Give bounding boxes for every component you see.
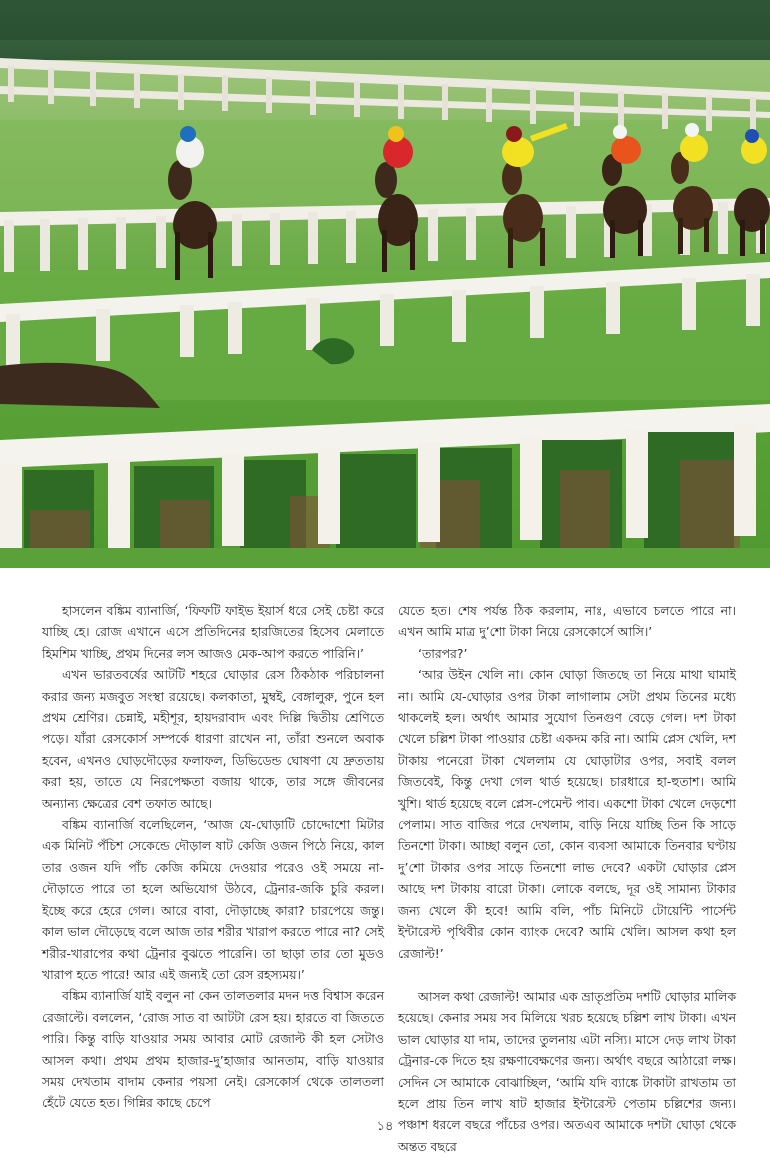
left-text-column xyxy=(42,600,384,1114)
paragraph: ‘তারপর?’ xyxy=(418,645,468,661)
paragraph: যেতে হত। শেষ পর্যন্ত ঠিক করলাম, নাঃ, এভাবে চলতে পারে না। এখন আমি মাত্র দু’শো টাকা নিয়ে রেসকোর্সে আসি।’ xyxy=(398,603,736,640)
page-number: ১৪ xyxy=(376,1119,394,1134)
paragraph: বঙ্কিম ব্যানার্জি বলেছিলেন, ‘আজ যে-ঘোড়াটি চোদ্দোশো মিটার এক মিনিট পঁচিশ সেকেন্ডে দৌড়াল ষাট কেজি ওজন পিঠে নিয়ে, কাল তার ওজন যদি পাঁচ কেজি কমিয়ে দেওয়ার পরেও ওই সময়ে না-দৌড়াতে পারে তা হলে অভিযোগ উঠবে, ট্রেনার-জকি চুরি করল। ইচ্ছে করে হেরে গেল। আরে বাবা, দৌড়াচ্ছে কারা? চারপেয়ে জন্তু। কাল ভাল দৌড়েছে বলে আজ তার শরীর খারাপ করতে পারে না? সেই শরীর-খারাপের কথা ট্রেনার বুঝতে পারেনি। তা ছাড়া তার তো মুডও খারাপ হতে পারে! আর এই জন্যই তো রেস রহস্যময়।’ xyxy=(42,817,384,982)
paragraph: ‘আর উইন খেলি না। কোন ঘোড়া জিতছে তা নিয়ে মাথা ঘামাই না। আমি যে-ঘোড়ার ওপর টাকা লাগালাম সেটা প্রথম তিনের মধ্যে থাকলেই হল। অর্থাৎ আমার সুযোগ তিনগুণ বেড়ে গেল। দশ টাকা খেলে চল্লিশ টাকা পাওয়ার চেষ্টা একদম করি না। আমি প্লেস খেলি, দশ টাকায় পনেরো টাকা খেললাম যে ঘোড়াটার ওপর, সবাই বলল জিতবেই, কিন্তু দেখা গেল থার্ড হয়েছে। চারধারে হা-হুতাশ। আমি খুশি। থার্ড হয়েছে বলে প্লেস-পেমেন্ট পাব। একশো টাকা খেলে দেড়শো পেলাম। সাত বাজির পরে দেখলাম, বাড়ি নিয়ে যাচ্ছি তিন কি সাড়ে তিনশো টাকা। আচ্ছা বলুন তো, কোন ব্যবসা আমাকে তিনবার ঘণ্টায় দু’শো টাকার ওপর সাড়ে তিনশো লাভ দেবে? একটা ঘোড়ার প্লেস আছে দশ টাকায় বারো টাকা। লোকে বলছে, দূর ওই সামান্য টাকার জন্য খেলে কী হবে! আমি বলি, পাঁচ মিনিটে টোয়েন্টি পার্সেন্ট ইন্টারেস্ট পৃথিবীর কোন ব্যাংক দেবে? আমি খেলি। আসল কথা হল রেজাল্ট!’ xyxy=(398,667,736,961)
right-text-column xyxy=(398,600,736,1157)
race-photo xyxy=(0,0,770,568)
paragraph: বঙ্কিম ব্যানার্জি যাই বলুন না কেন তালতলার মদন দত্ত বিশ্বাস করেন রেজাল্টে। বললেন, ‘রোজ সাত বা আটটা রেস হয়। হারতে বা জিততে পারি। কিন্তু বাড়ি যাওয়ার সময় আবার মোট রেজাল্ট কী হল সেটাও আসল কথা। প্রথম প্রথম হাজার-দু’হাজার আনতাম, বাড়ি যাওয়ার সময় দেখতাম বাদাম কেনার পয়সা নেই। রেসকোর্স থেকে তালতলা হেঁটে যেতে হত। গিন্নির কাছে চেপে xyxy=(42,988,384,1111)
paragraph: এখন ভারতবর্ষের আটটি শহরে ঘোড়ার রেস ঠিকঠাক পরিচালনা করার জন্য মজবুত সংস্থা রয়েছে। কলকাতা, মুম্বই, বেঙ্গালুরু, পুনে হল প্রথম শ্রেণির। চেন্নাই, মহীশূর, হায়দরাবাদ এবং দিল্লি দ্বিতীয় শ্রেণিতে পড়ে। যাঁরা রেসকোর্স সম্পর্কে ধারণা রাখেন না, তাঁরা শুনলে অবাক হবেন, এখনও ঘোড়দৌড়ের ফলাফল, ডিভিডেন্ড ঘোষণা যে দ্রুততায় করা হয়, তাতে যে নিরপেক্ষতা বজায় থাকে, তার সঙ্গে জীবনের অন্যান্য ক্ষেত্রের বেশ তফাত আছে। xyxy=(42,667,384,811)
paragraph: আসল কথা রেজাল্ট! আমার এক ভ্রাতৃপ্রতিম দশটি ঘোড়ার মালিক হয়েছে। কেনার সময় সব মিলিয়ে খরচ হয়েছে চল্লিশ লাখ টাকা। এখন ভাল ঘোড়ার যা দাম, তাদের তুলনায় এটা নস্যি। মাসে দেড় লাখ টাকা ট্রেনার-কে দিতে হয় রক্ষণাবেক্ষণের জন্য। অর্থাৎ বছরে আঠারো লক্ষ। সেদিন সে আমাকে বোঝাচ্ছিল, ‘আমি যদি ব্যাঙ্কে টাকাটা রাখতাম তা হলে প্রায় তিন লাখ ষাট হাজার ইন্টারেস্ট পেতাম চল্লিশের জন্য। পঞ্চাশ ধরলে বছরে পাঁচের ওপর। অতএব আমাকে দশটা ঘোড়া থেকে অন্তত বছরে xyxy=(398,988,736,1154)
paragraph: হাসলেন বঙ্কিম ব্যানার্জি, ‘ফিফটি ফাইভ ইয়ার্স ধরে সেই চেষ্টা করে যাচ্ছি হে। রোজ এখানে এসে প্রতিদিনের হারজিতের হিসেব মেলাতে হিমশিম খাচ্ছি, প্রথম দিনের লস আজও মেক-আপ করতে পারিনি।’ xyxy=(42,603,384,661)
